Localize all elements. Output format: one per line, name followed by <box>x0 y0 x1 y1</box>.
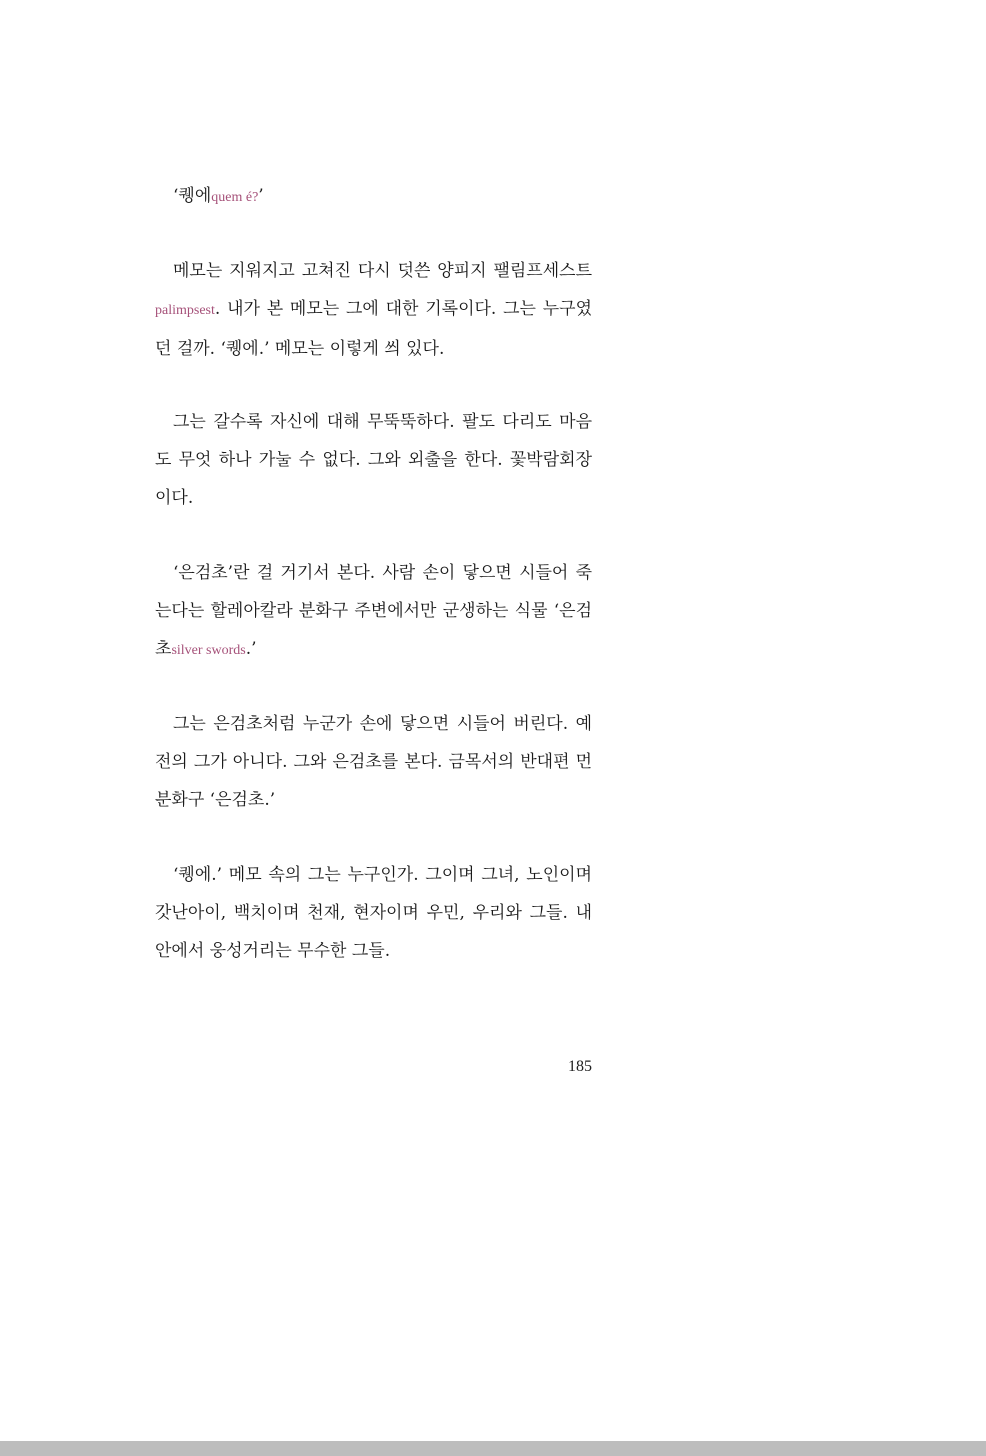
text: .’ <box>245 639 257 659</box>
text: 그는 갈수록 자신에 대해 무뚝뚝하다. 팔도 다리도 마음도 무엇 하나 가눌 수 없다. 그와 외출을 한다. 꽃박람회장이다. <box>155 412 592 508</box>
paragraph-5 <box>155 705 592 819</box>
text: 메모는 지워지고 고쳐진 다시 덧쓴 양피지 팰림프세스트 <box>173 261 592 281</box>
text: ‘은검초’란 걸 거기서 본다. 사람 손이 닿으면 시들어 죽는다는 할레아칼라 분화구 주변에서만 군생하는 식물 ‘은검초 <box>155 563 592 659</box>
paragraph-6 <box>155 856 592 970</box>
foreign-gloss: palimpsest <box>155 303 215 318</box>
paragraph-3 <box>155 403 592 517</box>
page-number: 185 <box>568 1058 592 1075</box>
paragraph-4 <box>155 554 592 670</box>
text: ‘퀭에 <box>173 186 212 206</box>
text: ’ <box>258 186 264 206</box>
text: 그는 은검초처럼 누군가 손에 닿으면 시들어 버린다. 예전의 그가 아니다. 그와 은검초를 본다. 금목서의 반대편 먼 분화구 ‘은검초.’ <box>155 714 592 810</box>
paragraph-1 <box>155 177 592 217</box>
foreign-gloss: silver swords <box>171 643 246 658</box>
text: ‘퀭에.’ 메모 속의 그는 누구인가. 그이며 그녀, 노인이며 갓난아이, 백치이며 천재, 현자이며 우민, 우리와 그들. 내 안에서 웅성거리는 무수한 그들. <box>155 865 592 961</box>
foreign-gloss: quem é? <box>211 190 259 205</box>
paragraph-2 <box>155 252 592 368</box>
text: . 내가 본 메모는 그에 대한 기록이다. 그는 누구였던 걸까. ‘퀭에.’ 메모는 이렇게 씌 있다. <box>155 299 592 359</box>
viewer-bottom-bar <box>0 1441 986 1456</box>
